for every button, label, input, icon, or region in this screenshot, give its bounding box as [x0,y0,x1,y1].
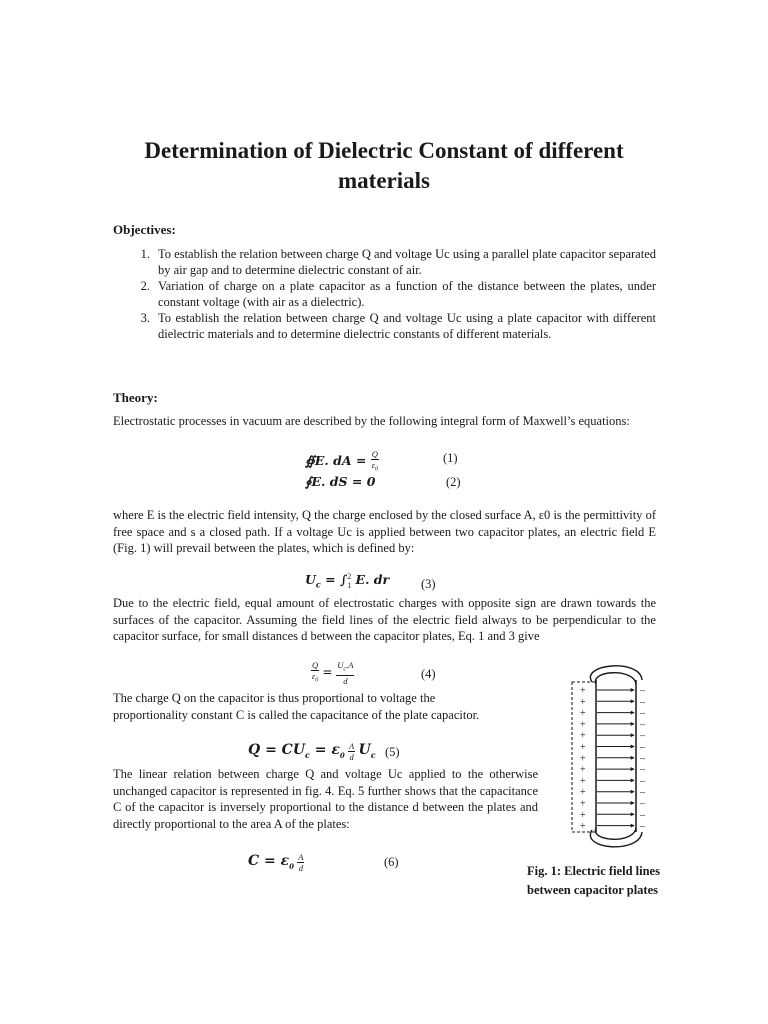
theory-paragraph-5: The linear relation between charge Q and voltage Uc applied to the otherwise unchanged capacitor is represented in fig. 4. Eq. 5 further shows that the capacitance C of the capacitor is inversely proportional to the distance d between the plates and directly proportional to the area A of the plates: [113,767,538,831]
plus-charge: + [580,742,586,753]
minus-charge: – [640,685,645,697]
theory-paragraph-2: where E is the electric field intensity, Q the charge enclosed by the closed surface A, ε0 is the permittivity of free space and s a closed path. If a voltage Uc is applied between two capacitor plates, an electric field E (Fig. 1) will prevail between the plates, which is defined by: [113,508,656,555]
objectives-list [113,246,656,342]
minus-charge: – [640,708,645,720]
plus-charge: + [580,764,586,776]
minus-charge: – [640,753,645,765]
objective-item [113,278,656,310]
plus-charge: + [580,798,586,810]
theory-heading: Theory: [113,390,158,405]
plus-charge: + [580,753,586,765]
figure-caption-line: between capacitor plates [527,883,658,897]
equation-5: $Q = CU_c = \varepsilon_0$ $\frac{A}{d}$ $U_c$ [248,741,376,762]
negative-charges [639,686,646,833]
plus-charge: + [580,821,586,833]
theory-paragraph-3: Due to the electric field, equal amount of electrostatic charges with opposite sign are drawn towards the surfaces of the capacitor. Assuming the field lines of the electric field always to be perpendicular to the capacitor surface, for small distances d between the capacitor plates, Eq. 1 and 3 give [113,596,656,643]
minus-charge: – [640,719,645,731]
minus-charge: – [640,764,645,776]
plus-charge: + [580,708,586,720]
minus-charge: – [640,730,645,742]
equation-4-number: (4) [421,667,436,681]
equation-3: $U_c$ = ∫ 2 1 E. dr [305,572,390,591]
minus-charge: – [640,742,645,753]
objective-text: To establish the relation between charge Q and voltage Uc using a parallel plate capacitor separated by air gap and to determine dielectric constant of air. [158,247,656,277]
minus-charge: – [640,775,645,787]
fringe-field-line [595,828,636,839]
equation-3-number: (3) [421,577,436,591]
minus-charge: – [640,798,645,810]
equation-2: ∮E. dS = 0 [305,474,376,489]
equation-6: $C = \varepsilon_0$ $\frac{A}{d}$ [248,852,304,873]
equation-6-number: (6) [384,855,399,869]
objective-number: 1. [140,247,150,261]
figure-1-capacitor-field-lines [560,660,665,855]
plus-charge: + [580,696,586,708]
objectives-heading: Objectives: [113,222,176,237]
equation-1: ∯E. dA = $\frac{Q}{\varepsilon_0}$ [305,449,378,473]
figure-1-caption [527,862,707,900]
minus-charge: – [640,787,645,799]
field-lines [597,690,634,826]
minus-charge: – [640,696,645,708]
equation-4: $\frac{Q}{\varepsilon_0}$ = $\frac{U_c.A}{d}$ [311,660,354,686]
plus-charge: + [580,787,586,799]
plus-charge: + [580,809,586,821]
minus-charge: – [640,821,645,833]
objective-number: 2. [140,279,150,293]
theory-paragraph-4: The charge Q on the capacitor is thus proportional to voltage the proportionality constant C is called the capacitance of the plate capacitor. [113,691,480,722]
objective-text: Variation of charge on a plate capacitor as a function of the distance between the plates, under constant voltage (with air as a dielectric). [158,279,656,309]
objective-text: To establish the relation between charge Q and voltage Uc using a plate capacitor with different dielectric materials and to determine dielectric constants of different materials. [158,311,656,341]
plus-charge: + [580,775,586,787]
plus-charge: + [580,719,586,731]
plus-charge: + [580,730,586,742]
objective-item [113,246,656,278]
positive-charges [580,686,586,833]
theory-paragraph-1: Electrostatic processes in vacuum are described by the following integral form of Maxwell’s equations: [113,414,630,428]
objective-number: 3. [140,311,150,325]
equation-5-number: (5) [385,745,400,759]
objective-item [113,310,656,342]
plus-charge: + [580,685,586,697]
figure-caption-line: Fig. 1: Electric field lines [527,864,660,878]
equation-1-number: (1) [443,451,458,465]
page-title: Determination of Dielectric Constant of different materials [144,138,624,193]
equation-2-number: (2) [446,475,461,489]
minus-charge: – [640,809,645,821]
fringe-field-line [595,673,636,684]
